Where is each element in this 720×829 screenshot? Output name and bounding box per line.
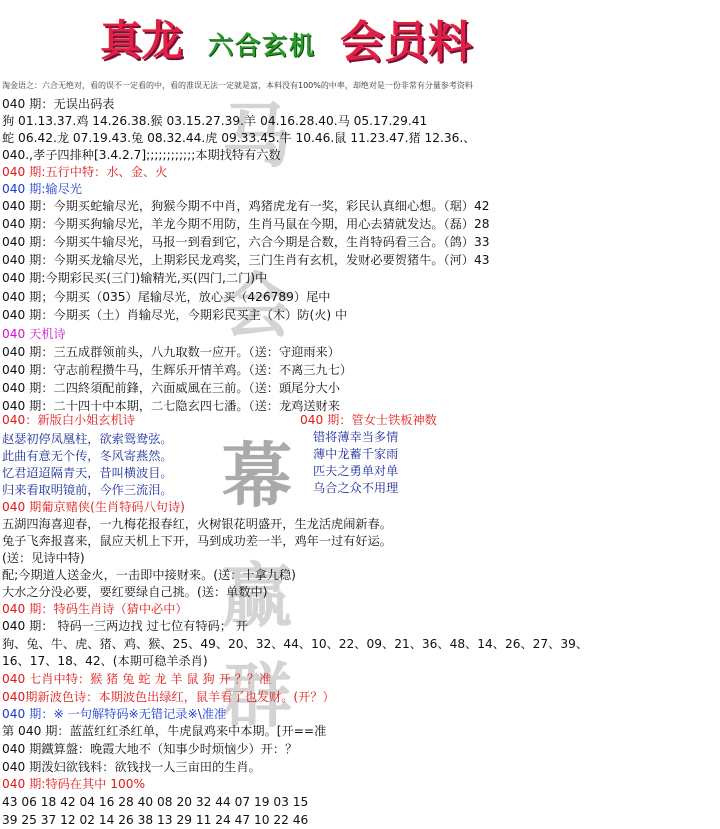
text-line: 040.,孝子四排种[3.4.2.7];;;;;;;;;;;;本期找特有六数 — [2, 148, 281, 162]
text-line: 040 期葡京赌侠(生肖特码八句诗) — [2, 500, 185, 514]
text-line: 040 期：今期买龙输尽光，上期彩民龙鸡奖，三门生肖有玄机，发财必要贺猪牛。（河）43 — [2, 253, 490, 267]
left-column-heading: 040：新版白小姐玄机诗 — [2, 413, 135, 427]
watermark-char: 幕 — [222, 434, 292, 517]
right-column-line: 匹夫之勇单对单 — [313, 464, 399, 478]
logo-title-part2: 六合玄机 — [208, 31, 317, 60]
text-line: 39 25 37 12 02 14 26 38 13 29 11 24 47 10 22 46 — [2, 813, 309, 827]
right-column-line: 乌合之众不用理 — [313, 481, 399, 495]
text-line: 040 期：※ 一句解特码※无错记录※\准准 — [2, 707, 227, 721]
text-line: (送：见诗中特) — [2, 551, 85, 565]
text-line: 040 期： 特码一三两边找 过七位有特码； 开 — [2, 619, 248, 633]
text-line: 040 期:今期彩民买(三门)输精光,买(四门,二门)中 — [2, 271, 268, 285]
watermark-char: 群 — [222, 654, 292, 737]
text-line: 大水之分没必要，要红要绿自己挑。(送：单数中) — [2, 585, 268, 599]
text-line: 狗、兔、牛、虎、猪、鸡、猴、25、49、20、32、44、10、22、09、21、36、48、14、26、27、39、 — [2, 637, 589, 651]
watermark-char: 赢 — [222, 554, 292, 637]
text-line: 16、17、18、42、(本期可稳羊杀肖) — [2, 654, 208, 668]
text-line: 43 06 18 42 04 16 28 40 08 20 32 44 07 19 03 15 — [2, 795, 309, 809]
right-column-line: 错将薄幸当多情 — [313, 430, 399, 444]
text-line: 040 期：特码生肖诗（猜中必中） — [2, 602, 188, 616]
text-line: 040 期:五行中特：水、金、火 — [2, 165, 168, 179]
watermark-char: 会 — [222, 264, 292, 347]
text-line: 第 040 期：蓝蓝红红杀红单，牛虎鼠鸡来中本期。[开==准 — [2, 724, 327, 738]
text-line: 配;今期道人送金火，一击即中接财来。(送：十拿九稳) — [2, 568, 296, 582]
text-line: 此曲有意无个传，冬风寄燕然。 — [2, 449, 173, 463]
watermark-char: 马 — [222, 94, 292, 177]
text-line: 040 期：三五成群领前头，八九取数一应开。（送：守迎雨来） — [2, 345, 340, 359]
text-line: 040 期：今期买狗输尽光，羊龙今期不用防，生肖马鼠在今期，用心去猜就发达。（磊）28 — [2, 217, 490, 231]
right-column-heading: 040 期：管女士铁板神数 — [300, 413, 437, 427]
text-line: 040 期鐵算盤：晚霞大地不（知事少时烦恼少）开：？ — [2, 742, 298, 756]
text-line: 040 期：二四終須配前鋒，六面威風在三前。（送：頭尾分大小 — [2, 381, 340, 395]
text-line: 040 期：二十四十中本期，二七隐玄四七潘。（送：龙鸡送财来 — [2, 399, 340, 413]
text-line: 040 期：守志前程攒牛马，生辉乐开情羊鸡。（送：不离三九七） — [2, 363, 353, 377]
header-banner — [0, 0, 720, 90]
logo-title-part1: 真龙 — [100, 16, 183, 65]
text-line: 兔子飞奔报喜来，鼠应天机上下开，马到成功差一半，鸡年一过有好运。 — [2, 534, 392, 548]
text-line: 五湖四海喜迎春，一九梅花报春红，火树银花明盛开，生龙活虎闹新春。 — [2, 517, 392, 531]
right-column-line: 薄中龙蓄千家雨 — [313, 447, 399, 461]
text-line: 040 期：今期买牛输尽光，马报一到看到它，六合今期是合数，生肖特码看三合。（鸽）33 — [2, 235, 490, 249]
text-line: 归来看取明镜前，今作三流泪。 — [2, 483, 173, 497]
motto-line: 淘金语之：六合无绝对，看的误不一定看的中，看的准误无法一定就是富，本料没有100%的中率，却绝对是一份非常有分量参考资料 — [2, 81, 473, 90]
text-line: 040 期：今期买蛇输尽光，狗猴今期不中肖，鸡猪虎龙有一奖，彩民认真细心想。（琚）42 — [2, 199, 490, 213]
logo-title-part3: 会员料 — [340, 17, 472, 68]
text-line: 040 期:特码在其中 100% — [2, 777, 146, 791]
text-line: 蛇 06.42.龙 07.19.43.兔 08.32.44.虎 09.33.45.牛 10.46.鼠 11.23.47.猪 12.36.、 — [2, 131, 476, 145]
text-line: 忆君迢迢隔青天，昔叫横波目。 — [2, 466, 173, 480]
text-line: 040 期：无误出码表 — [2, 97, 115, 111]
text-line: 040 七肖中特：猴 猪 兔 蛇 龙 羊 鼠 狗 开 ？？准 — [2, 672, 272, 686]
text-line: 040 期：今期买（土）肖输尽光，今期彩民买主（木）防(火) 中 — [2, 308, 348, 322]
text-line: 040 期；今期买（035）尾输尽光，放心买（426789）尾中 — [2, 290, 331, 304]
text-line: 040 期泼妇欲钱料：欲钱找一人三亩田的生肖。 — [2, 760, 261, 774]
text-line: 040期新波色诗：本期波色出绿红，鼠羊看了也发财。(开？） — [2, 690, 335, 704]
text-line: 040 期:输尽光 — [2, 182, 82, 196]
text-line: 赵瑟初停凤凰柱，欲索鸳鸯弦。 — [2, 432, 173, 446]
text-line: 狗 01.13.37.鸡 14.26.38.猴 03.15.27.39.羊 04.16.28.40.马 05.17.29.41 — [2, 114, 428, 128]
text-line: 040 天机诗 — [2, 327, 66, 341]
